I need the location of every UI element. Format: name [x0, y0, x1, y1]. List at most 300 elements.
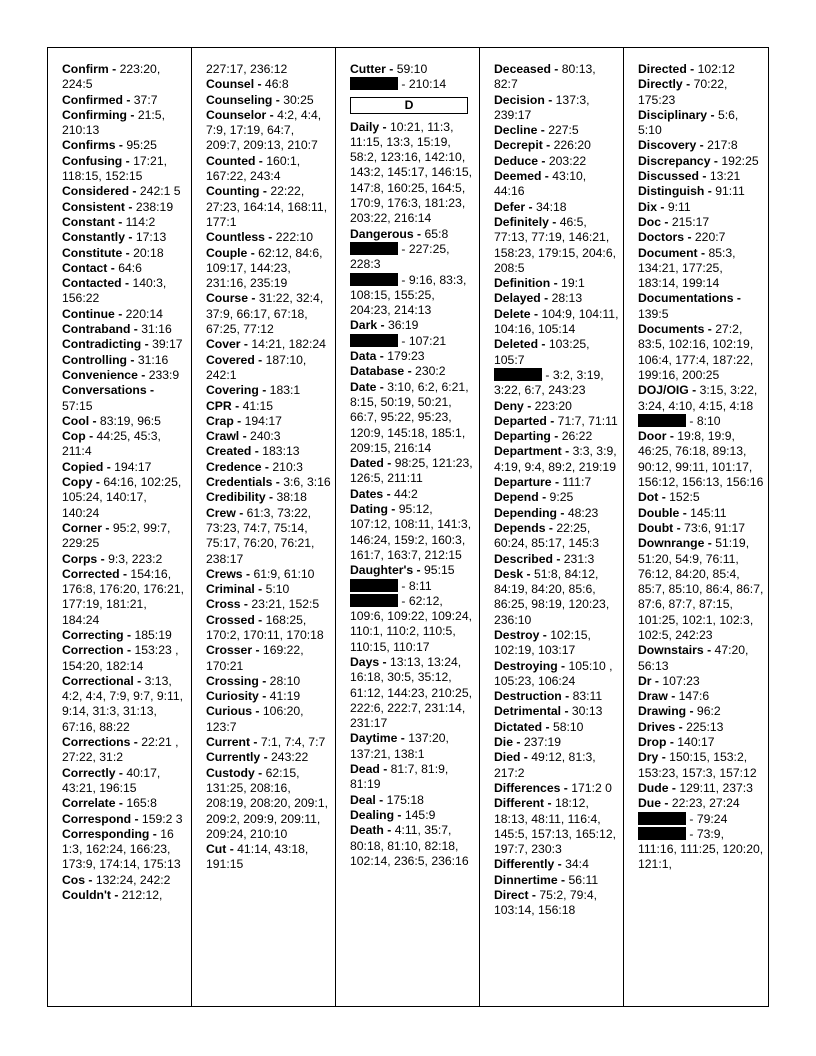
index-term: Dangerous	[350, 226, 414, 241]
index-entry	[494, 200, 619, 215]
index-entry	[62, 796, 187, 811]
index-entry	[206, 291, 331, 337]
index-term: Continue	[62, 306, 115, 321]
page-line-refs: 107:21	[408, 333, 447, 348]
page-line-refs: 3:10, 6:2, 6:21, 8:15, 50:19, 50:21, 66:7, 95:22, 95:23, 120:9, 145:18, 185:1, 209:15, 216:14	[350, 379, 469, 455]
page-line-refs: 13:13, 13:24, 16:18, 30:5, 35:12, 61:12, 144:23, 210:25, 222:6, 222:7, 231:14, 231:17	[350, 654, 472, 731]
index-entry	[494, 506, 619, 521]
page-line-refs: 22:23, 27:24	[671, 796, 740, 811]
index-term: Correspond	[62, 811, 132, 826]
entry-separator: -	[242, 566, 254, 581]
page-line-refs: 179:23	[387, 349, 425, 364]
entry-separator: -	[398, 272, 409, 287]
page-line-refs: 160:1, 167:22, 243:4	[206, 153, 301, 184]
index-term: Date	[350, 379, 377, 394]
entry-separator: -	[258, 673, 270, 688]
index-term: Covered	[206, 352, 255, 367]
index-term: Depends	[494, 520, 546, 535]
page-line-refs: 153:23 , 154:20, 182:14	[62, 643, 179, 673]
index-column-1	[48, 48, 192, 1006]
entry-separator: -	[133, 673, 145, 688]
index-column-4	[480, 48, 624, 1006]
entry-separator: -	[710, 153, 722, 168]
index-term: Current	[206, 735, 251, 750]
index-entry	[638, 812, 764, 827]
entry-separator: -	[89, 413, 100, 428]
index-term: Credentials	[206, 475, 273, 490]
index-entry	[62, 230, 187, 245]
page-line-refs: 22:22, 27:23, 164:14, 168:11, 177:1	[206, 184, 328, 229]
page-line-refs: 227:17, 236:12	[206, 62, 288, 76]
index-entry	[206, 444, 331, 459]
page-line-refs: 9:25	[549, 490, 574, 505]
entry-separator: -	[404, 364, 416, 379]
page-line-refs: 217:8	[707, 138, 738, 153]
index-entry	[206, 490, 331, 505]
index-term: Destruction	[494, 689, 562, 704]
entry-separator: -	[254, 765, 266, 780]
entry-separator: -	[127, 107, 138, 122]
entry-separator: -	[704, 184, 716, 199]
index-entry	[494, 429, 619, 444]
index-term: Convenience	[62, 367, 138, 382]
page-line-refs: 223:20	[534, 398, 572, 413]
page-line-refs: 192:25	[721, 153, 759, 168]
entry-separator: -	[239, 429, 251, 444]
index-term: Counsel	[206, 77, 255, 92]
page-line-refs: 17:21, 118:15, 152:15	[62, 153, 167, 184]
index-term: Crosser	[206, 643, 253, 658]
page-line-refs: 203:22	[548, 153, 587, 168]
entry-separator: -	[272, 92, 284, 107]
index-term: Disciplinary	[638, 107, 708, 122]
index-term: Conversations	[62, 383, 147, 398]
index-term: Doc	[638, 214, 662, 229]
index-term: Doubt	[638, 520, 674, 535]
index-column-2	[192, 48, 336, 1006]
index-term: Dating	[350, 502, 388, 517]
entry-separator: -	[550, 62, 562, 76]
entry-separator: -	[251, 444, 263, 459]
entry-separator: -	[379, 119, 390, 134]
page-line-refs: 51:8, 84:12, 84:19, 84:20, 85:6, 86:25, 98:19, 120:23, 236:10	[494, 566, 610, 627]
entry-separator: -	[131, 811, 142, 826]
page-line-refs: 129:11, 237:3	[679, 780, 753, 795]
entry-separator: -	[149, 826, 161, 841]
page-line-refs: 48:23	[567, 505, 599, 520]
entry-separator: -	[394, 807, 405, 822]
entry-separator: -	[542, 367, 553, 382]
entry-separator: -	[554, 857, 566, 872]
index-term: Definitely	[494, 214, 549, 229]
index-term: Cos	[62, 872, 86, 887]
index-entry	[638, 674, 764, 689]
entry-separator: -	[686, 413, 697, 428]
entry-separator: -	[542, 719, 553, 734]
entry-separator: -	[383, 823, 395, 838]
entry-separator: -	[684, 230, 695, 245]
index-term: Couple	[206, 245, 248, 260]
index-entry	[638, 506, 764, 521]
page-line-refs: 31:22, 32:4, 37:9, 66:17, 67:18, 67:25, 77:12	[206, 291, 324, 337]
entry-separator: -	[376, 379, 388, 394]
entry-separator: -	[398, 333, 409, 348]
index-term: Dinnertime	[494, 872, 558, 887]
entry-separator: -	[123, 643, 135, 658]
page-line-refs: 95:25	[126, 138, 157, 153]
index-term: Died	[494, 750, 521, 765]
page-line-refs: 41:19	[269, 689, 301, 704]
index-entry	[62, 108, 187, 139]
page-line-refs: 83:19, 96:5	[99, 413, 161, 428]
page-line-refs: 210:14	[408, 77, 447, 92]
entry-separator: -	[561, 444, 573, 459]
index-term: Custody	[206, 765, 255, 780]
index-term: Correctional	[62, 673, 134, 688]
entry-separator: -	[252, 643, 263, 658]
entry-separator: -	[126, 352, 138, 367]
index-term: Couldn't	[62, 888, 111, 903]
index-entry	[638, 383, 764, 414]
index-term: Cool	[62, 413, 90, 428]
index-entry	[638, 720, 764, 735]
entry-separator: -	[561, 689, 573, 704]
page-line-refs: 59:10	[396, 62, 428, 76]
entry-separator: -	[545, 520, 557, 535]
index-term: Defer	[494, 199, 526, 214]
entry-separator: -	[97, 551, 109, 566]
entry-separator: -	[379, 762, 391, 777]
index-column-3	[336, 48, 480, 1006]
index-entry	[494, 521, 619, 552]
page-line-refs: 9:3, 223:2	[108, 551, 163, 566]
entry-separator: -	[546, 413, 558, 428]
page-line-refs: 140:17	[677, 735, 715, 750]
index-term: Deduce	[494, 153, 539, 168]
index-term: Confirms	[62, 138, 116, 153]
entry-separator: -	[733, 291, 741, 306]
entry-separator: -	[658, 750, 670, 765]
entry-separator: -	[85, 429, 97, 444]
entry-separator: -	[544, 92, 556, 107]
page-line-refs: 8:11	[408, 578, 432, 593]
index-term: Curious	[206, 704, 253, 719]
page-line-refs: 70:22, 175:23	[638, 77, 728, 107]
index-term: Contacted	[62, 276, 122, 291]
entry-separator: -	[666, 735, 678, 750]
index-term: Confirm	[62, 62, 109, 76]
index-entry	[494, 368, 619, 399]
index-entry	[350, 334, 475, 349]
index-entry	[206, 246, 331, 292]
page-line-refs: 104:9, 104:11, 104:16, 105:14	[494, 306, 619, 337]
index-term: Document	[638, 245, 698, 260]
index-term: Daughter's	[350, 563, 414, 578]
entry-separator: -	[252, 704, 263, 719]
index-term: Differently	[494, 857, 555, 872]
index-entry	[206, 597, 331, 612]
index-entry	[638, 750, 764, 781]
index-term: Discrepancy	[638, 153, 711, 168]
index-term: Department	[494, 444, 562, 459]
index-term: Days	[350, 654, 380, 669]
index-entry	[206, 108, 331, 154]
entry-separator: -	[704, 322, 716, 337]
index-term: Dude	[638, 780, 669, 795]
index-entry	[206, 77, 331, 92]
index-entry	[350, 594, 475, 655]
index-entry	[62, 460, 187, 475]
index-term: Constantly	[62, 230, 125, 245]
page-line-refs: 21:5, 210:13	[62, 107, 165, 138]
entry-separator: -	[551, 475, 563, 490]
entry-separator: -	[538, 490, 550, 505]
page-line-refs: 49:12, 81:3, 217:2	[494, 750, 596, 780]
entry-separator: -	[146, 383, 155, 398]
entry-separator: -	[704, 536, 716, 551]
page-line-refs: 44:2	[394, 486, 418, 501]
index-entry	[638, 521, 764, 536]
page-line-refs: 3:13, 4:2, 4:4, 7:9, 9:7, 9:11, 9:14, 31:3, 31:13, 67:16, 88:22	[62, 673, 184, 734]
entry-separator: -	[523, 566, 534, 581]
index-term: Directed	[638, 62, 687, 76]
index-entry	[494, 93, 619, 124]
index-entry	[62, 873, 187, 888]
entry-separator: -	[651, 673, 663, 688]
entry-separator: -	[248, 291, 259, 306]
index-term: Correcting	[62, 627, 124, 642]
redaction-box	[494, 368, 542, 381]
entry-separator: -	[552, 551, 564, 566]
index-term: Contact	[62, 260, 108, 275]
index-entry	[638, 414, 764, 429]
index-entry	[494, 490, 619, 505]
page-line-refs: 194:17	[114, 459, 152, 474]
index-entry	[62, 521, 187, 552]
index-entry	[206, 383, 331, 398]
index-term: Death	[350, 823, 384, 838]
entry-separator: -	[398, 241, 409, 256]
index-term: Deleted	[494, 337, 539, 352]
entry-separator: -	[123, 627, 135, 642]
index-entry	[638, 735, 764, 750]
entry-separator: -	[675, 719, 687, 734]
redaction-box	[350, 594, 398, 607]
index-entry	[206, 674, 331, 689]
index-term: Curiosity	[206, 689, 259, 704]
index-term: Drives	[638, 719, 676, 734]
page-line-refs: 80:13, 82:7	[494, 62, 596, 92]
page-line-refs: 175:18	[386, 792, 424, 807]
index-term: Cut	[206, 842, 227, 857]
index-entry	[638, 169, 764, 184]
entry-separator: -	[115, 765, 127, 780]
index-entry	[494, 796, 619, 857]
index-term: Considered	[62, 184, 130, 199]
index-term: Dot	[638, 490, 659, 505]
entry-separator: -	[272, 475, 284, 490]
index-term: Draw	[638, 689, 668, 704]
page-line-refs: 95:12, 107:12, 108:11, 141:3, 146:24, 159:2, 160:3, 161:7, 163:7, 212:15	[350, 502, 472, 562]
index-entry	[350, 227, 475, 242]
page-line-refs: 230:2	[415, 364, 446, 379]
index-term: Confirmed	[62, 92, 123, 107]
page-line-refs: 5:10	[265, 582, 290, 597]
index-entry	[638, 796, 764, 811]
index-term: Deny	[494, 398, 524, 413]
index-entry	[350, 762, 475, 793]
entry-separator: -	[668, 780, 680, 795]
entry-separator: -	[661, 796, 672, 811]
index-entry	[62, 383, 187, 414]
index-entry	[494, 276, 619, 291]
entry-separator: -	[385, 62, 397, 76]
entry-separator: -	[686, 62, 698, 76]
index-entry	[62, 812, 187, 827]
page-line-refs: 240:3	[250, 429, 281, 444]
index-entry	[206, 613, 331, 644]
index-entry	[638, 490, 764, 505]
index-term: Corps	[62, 551, 98, 566]
index-entry	[638, 643, 764, 674]
index-entry	[638, 246, 764, 292]
entry-separator: -	[260, 750, 272, 765]
entry-separator: -	[537, 123, 549, 138]
entry-separator: -	[550, 276, 562, 291]
entry-separator: -	[115, 796, 127, 811]
redaction-box	[350, 77, 398, 90]
index-term: Crew	[206, 505, 236, 520]
index-entry	[350, 273, 475, 319]
redaction-box	[350, 273, 398, 286]
index-entry	[494, 291, 619, 306]
index-entry	[638, 138, 764, 153]
page-line-refs: 3:2, 3:19, 3:22, 6:7, 243:23	[494, 367, 604, 398]
index-entry	[62, 674, 187, 735]
index-term: Dealing	[350, 807, 395, 822]
entry-separator: -	[258, 383, 270, 398]
entry-separator: -	[679, 505, 691, 520]
page-line-refs: 171:2 0	[571, 780, 612, 795]
index-entry	[62, 368, 187, 383]
page-line-refs: 242:1 5	[139, 184, 181, 199]
page-line-refs: 210:3	[272, 459, 303, 474]
index-entry	[62, 215, 187, 230]
page-line-refs: 47:20, 56:13	[638, 643, 749, 673]
page-line-refs: 3:6, 3:16	[283, 475, 331, 490]
entry-separator: -	[240, 597, 252, 612]
page-line-refs: 56:11	[568, 872, 599, 887]
page-line-refs: 7:1, 7:4, 7:7	[260, 735, 326, 750]
index-entry	[206, 567, 331, 582]
index-entry	[350, 579, 475, 594]
index-entry	[638, 689, 764, 704]
index-entry	[638, 322, 764, 383]
index-entry	[494, 154, 619, 169]
index-entry	[206, 230, 331, 245]
index-term: Corrections	[62, 735, 131, 750]
page-line-refs: 183:1	[269, 383, 301, 398]
index-term: Data	[350, 349, 377, 364]
index-term: Deal	[350, 792, 376, 807]
index-term: DOJ/OIG	[638, 383, 689, 398]
page-line-refs: 227:25, 228:3	[350, 241, 450, 272]
index-entry	[62, 735, 187, 766]
entry-separator: -	[661, 214, 672, 229]
page-line-refs: 64:6	[118, 260, 142, 275]
entry-separator: -	[560, 780, 572, 795]
page-line-refs: 44:25, 45:3, 211:4	[62, 429, 161, 459]
index-term: Cop	[62, 429, 86, 444]
entry-separator: -	[539, 627, 551, 642]
index-term: Counting	[206, 184, 260, 199]
page-line-refs: 61:3, 73:22, 73:23, 74:7, 75:14, 75:17, 76:20, 76:21, 238:17	[206, 505, 315, 566]
page-line-refs: 243:22	[271, 750, 309, 765]
entry-separator: -	[233, 413, 245, 428]
entry-separator: -	[121, 276, 133, 291]
index-term: Documentations	[638, 291, 734, 306]
index-entry	[494, 704, 619, 719]
index-entry	[62, 628, 187, 643]
page-line-refs: 102:15, 102:19, 103:17	[494, 627, 591, 658]
index-term: Daily	[350, 119, 380, 134]
page-line-refs: 34:18	[536, 199, 567, 214]
page-line-refs: 114:2	[125, 214, 156, 229]
entry-separator: -	[108, 62, 120, 76]
index-entry	[62, 246, 187, 261]
page-line-refs: 220:7	[694, 230, 726, 245]
index-term: Cross	[206, 597, 241, 612]
index-entry	[638, 184, 764, 199]
index-entry	[62, 261, 187, 276]
page-line-refs: 103:25, 105:7	[494, 337, 590, 367]
page-line-refs: 102:12	[697, 62, 735, 76]
entry-separator: -	[556, 505, 568, 520]
index-entry	[350, 242, 475, 273]
page-line-refs: 28:13	[551, 291, 583, 306]
page-line-refs: 22:25, 60:24, 85:17, 145:3	[494, 520, 600, 551]
index-entry	[638, 154, 764, 169]
entry-separator: -	[115, 138, 127, 153]
page-line-refs: 185:19	[134, 627, 172, 642]
index-term: Controlling	[62, 352, 127, 367]
page-line-refs: 28:10	[269, 673, 301, 688]
index-entry	[62, 475, 187, 521]
index-entry	[494, 444, 619, 475]
page-line-refs: 38:18	[276, 490, 307, 505]
entry-separator: -	[548, 214, 560, 229]
index-entry	[494, 138, 619, 153]
page-line-refs: 71:7, 71:11	[557, 413, 618, 428]
index-entry	[638, 781, 764, 796]
index-entry	[638, 291, 764, 322]
page-line-refs: 3:3, 3:9, 4:19, 9:4, 89:2, 219:19	[494, 444, 617, 474]
page-line-refs: 231:3	[563, 551, 595, 566]
index-entry	[350, 318, 475, 333]
index-term: Dark	[350, 318, 378, 333]
entry-separator: -	[557, 872, 569, 887]
index-term: Discovery	[638, 138, 697, 153]
page-line-refs: 57:15	[62, 398, 93, 413]
index-term: Departing	[494, 429, 551, 444]
page-line-refs: 95:15	[424, 563, 455, 578]
entry-separator: -	[376, 349, 388, 364]
page-line-refs: 23:21, 152:5	[251, 597, 320, 612]
entry-separator: -	[540, 291, 552, 306]
index-entry	[494, 750, 619, 781]
redaction-box	[638, 827, 686, 840]
index-entry	[62, 307, 187, 322]
